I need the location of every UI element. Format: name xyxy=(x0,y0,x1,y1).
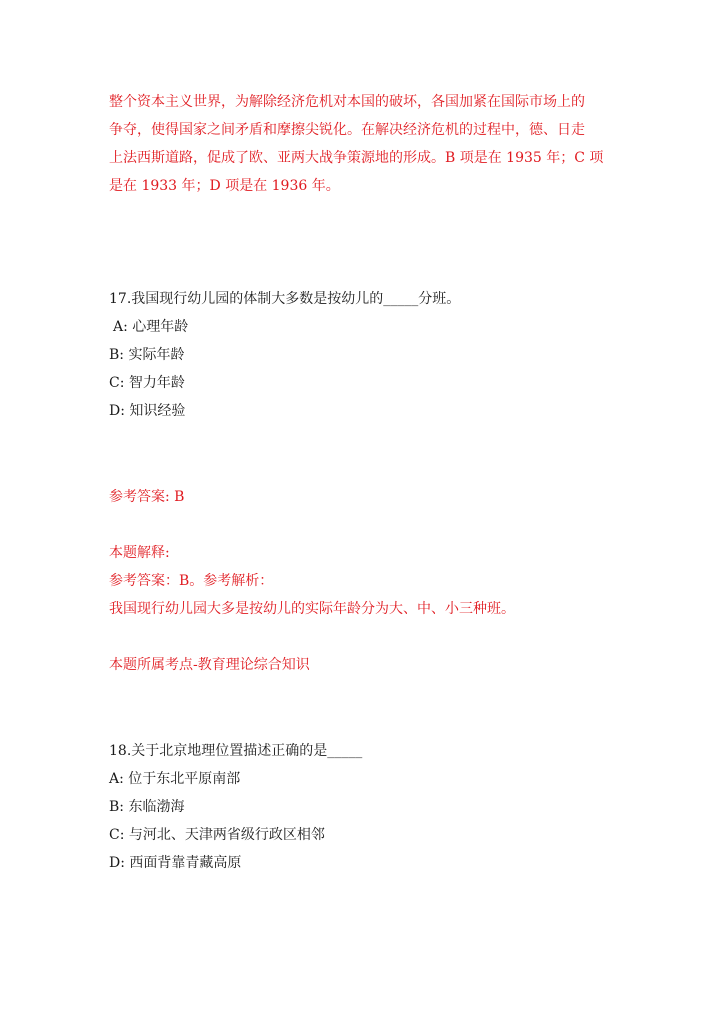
explanation-title: 本题解释: xyxy=(109,545,170,561)
option-b: B: 东临渤海 xyxy=(109,799,185,815)
question-stem: 17.我国现行幼儿园的体制大多数是按幼儿的_____分班。 xyxy=(109,291,461,307)
question-stem: 18.关于北京地理位置描述正确的是_____ xyxy=(109,743,363,759)
option-d: D: 西面背靠青藏高原 xyxy=(109,855,242,871)
option-a: A: 位于东北平原南部 xyxy=(109,771,241,787)
option-d: D: 知识经验 xyxy=(109,403,186,419)
knowledge-point: 本题所属考点-教育理论综合知识 xyxy=(109,657,310,673)
option-c: C: 智力年龄 xyxy=(109,375,185,391)
option-c: C: 与河北、天津两省级行政区相邻 xyxy=(109,827,325,843)
explanation-line: 整个资本主义世界，为解除经济危机对本国的破坏，各国加紧在国际市场上的 xyxy=(109,94,585,110)
explanation-line: 上法西斯道路，促成了欧、亚两大战争策源地的形成。B 项是在 1935 年；C 项 xyxy=(109,150,604,166)
reference-answer: 参考答案: B xyxy=(109,489,185,505)
explanation-text: 我国现行幼儿园大多是按幼儿的实际年龄分为大、中、小三种班。 xyxy=(109,601,515,617)
explanation-line: 是在 1933 年；D 项是在 1936 年。 xyxy=(109,178,340,194)
option-a: A: 心理年龄 xyxy=(113,319,189,335)
option-b: B: 实际年龄 xyxy=(109,347,185,363)
explanation-answer: 参考答案：B。参考解析： xyxy=(109,573,274,589)
explanation-line: 争夺，使得国家之间矛盾和摩擦尖锐化。在解决经济危机的过程中，德、日走 xyxy=(109,122,585,138)
